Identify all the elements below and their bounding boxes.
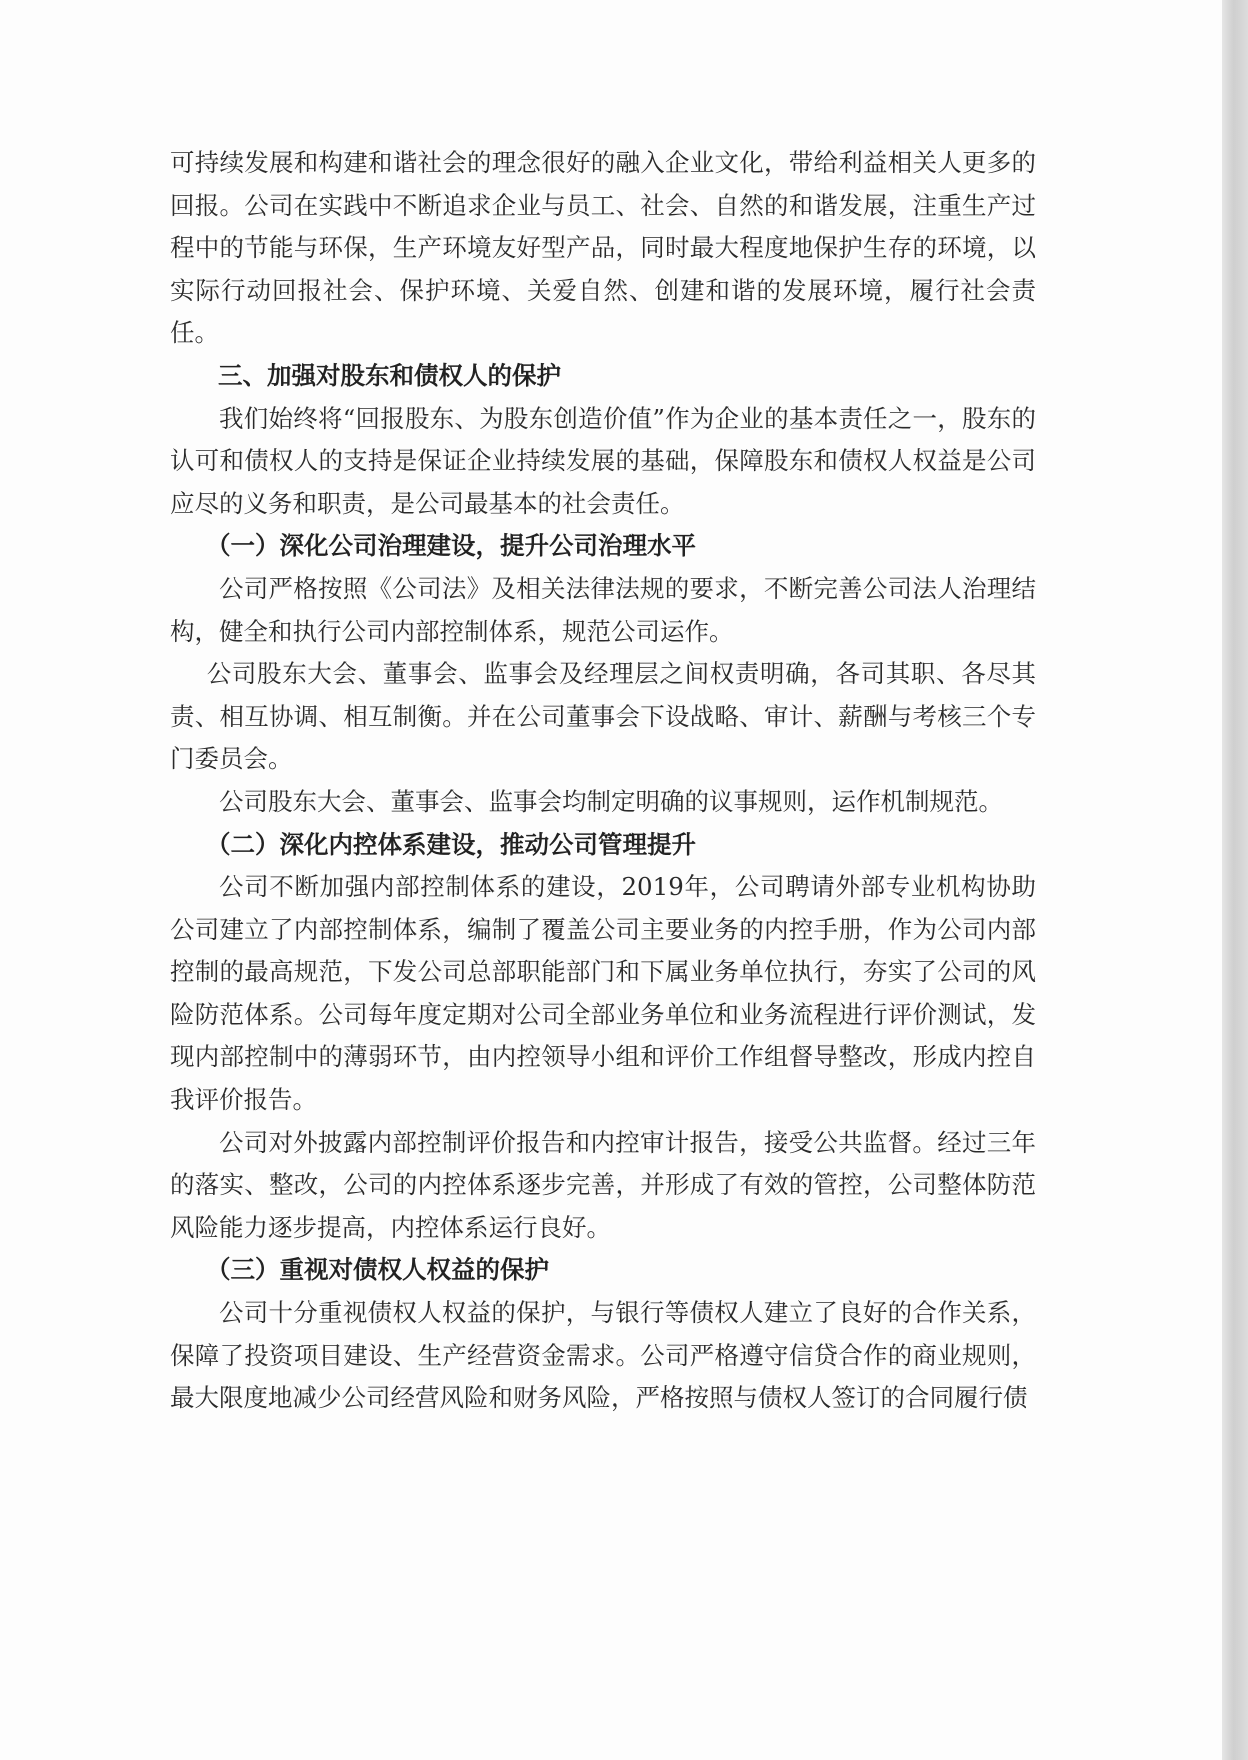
subsection-heading-3: （三）重视对债权人权益的保护 bbox=[206, 1255, 549, 1285]
subsection-heading-1: （一）深化公司治理建设，提升公司治理水平 bbox=[206, 531, 696, 561]
paragraph: 公司严格按照《公司法》及相关法律法规的要求，不断完善公司法人治理结构，健全和执行公司内部控制体系，规范公司运作。 bbox=[170, 573, 1036, 646]
paragraph: 公司股东大会、董事会、监事会均制定明确的议事规则，运作机制规范。 bbox=[219, 786, 1003, 816]
paragraph: 我们始终将“回报股东、为股东创造价值”作为企业的基本责任之一，股东的认可和债权人的支持是保证企业持续发展的基础，保障股东和债权人权益是公司应尽的义务和职责，是公司最基本的社会责任。 bbox=[170, 403, 1036, 518]
document-body bbox=[170, 142, 1036, 1420]
paragraph: 公司股东大会、董事会、监事会及经理层之间权责明确，各司其职、各尽其责、相互协调、相互制衡。并在公司董事会下设战略、审计、薪酬与考核三个专门委员会。 bbox=[170, 659, 1036, 774]
paragraph-continued: 可持续发展和构建和谐社会的理念很好的融入企业文化，带给利益相关人更多的回报。公司在实践中不断追求企业与员工、社会、自然的和谐发展，注重生产过程中的节能与环保，生产环境友好型产品，同时最大程度地保护生存的环境，以实际行动回报社会、保护环境、关爱自然、创建和谐的发展环境，履行社会责任。 bbox=[170, 148, 1036, 348]
subsection-heading-2: （二）深化内控体系建设，推动公司管理提升 bbox=[206, 829, 696, 859]
paragraph: 公司不断加强内部控制体系的建设，2019年，公司聘请外部专业机构协助公司建立了内部控制体系，编制了覆盖公司主要业务的内控手册，作为公司内部控制的最高规范，下发公司总部职能部门和下属业务单位执行，夯实了公司的风险防范体系。公司每年度定期对公司全部业务单位和业务流程进行评价测试，发现内部控制中的薄弱环节，由内控领导小组和评价工作组督导整改，形成内控自我评价报告。 bbox=[170, 872, 1036, 1115]
section-heading-3: 三、加强对股东和债权人的保护 bbox=[218, 360, 561, 390]
paragraph: 公司十分重视债权人权益的保护，与银行等债权人建立了良好的合作关系，保障了投资项目建设、生产经营资金需求。公司严格遵守信贷合作的商业规则，最大限度地减少公司经营风险和财务风险，严格按照与债权人签订的合同履行债 bbox=[170, 1298, 1036, 1413]
paragraph: 公司对外披露内部控制评价报告和内控审计报告，接受公共监督。经过三年的落实、整改，公司的内控体系逐步完善，并形成了有效的管控，公司整体防范风险能力逐步提高，内控体系运行良好。 bbox=[170, 1127, 1036, 1242]
page-edge-shadow bbox=[1222, 0, 1248, 1760]
